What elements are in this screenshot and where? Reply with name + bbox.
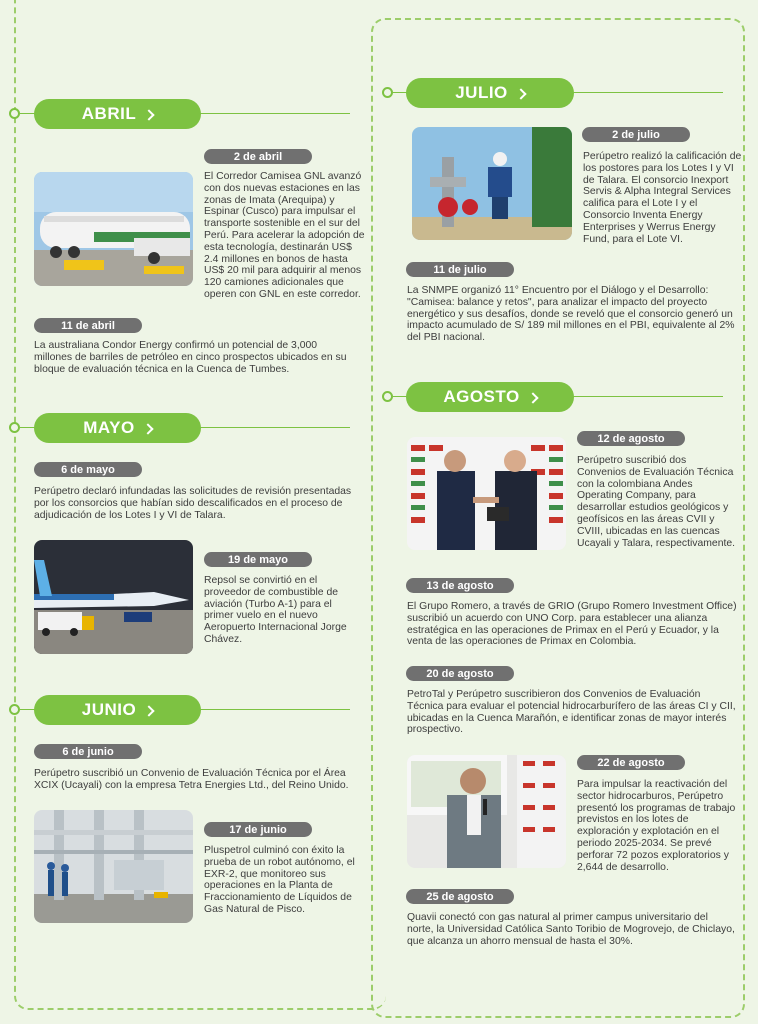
date-pill: 2 de julio — [582, 127, 690, 142]
wellhead-worker-photo — [412, 127, 572, 240]
chevron-right-icon — [515, 88, 526, 99]
chevron-right-icon — [142, 423, 153, 434]
month-header-agosto — [406, 382, 574, 412]
gnl-station-photo — [34, 172, 193, 286]
event-text: Perúpetro suscribió dos Convenios de Evaluación Técnica con la colombiana Andes Operating Company, para desarrollar estudios geológicos y geofísicos en las áreas CVII y CVIII, ubicadas en las cuencas Ucayali y Talara, respectivamente. — [577, 455, 736, 549]
chevron-right-icon — [144, 109, 155, 120]
date-pill: 13 de agosto — [406, 578, 514, 593]
timeline-dot — [382, 391, 393, 402]
month-header-julio — [406, 78, 574, 108]
date-pill: 12 de agosto — [577, 431, 685, 446]
event-text: Para impulsar la reactivación del sector hidrocarburos, Perúpetro presentó los programas de trabajo previstos en los lotes de exploración y explotación en el periodo 2025-2034. Se prevé perforar 72 pozos exploratorios y 2,644 de desarrollo. — [577, 779, 736, 873]
date-pill: 11 de abril — [34, 318, 142, 333]
aircraft-refuel-photo — [34, 540, 193, 654]
chevron-right-icon — [527, 392, 538, 403]
event-text: PetroTal y Perúpetro suscribieron dos Convenios de Evaluación Técnica para evaluar el potencial hidrocarburífero de las áreas CI y CII, ubicadas en la Cuenca Marañón, e identificar zonas de mayor interés prospectivo. — [407, 689, 736, 736]
date-pill: 17 de junio — [204, 822, 312, 837]
event-text: Quavii conectó con gas natural al primer campus universitario del norte, la Universidad Católica Santo Toribio de Mogrovejo, de Chiclayo, que alcanza un ahorro mensual de hasta el 30%. — [407, 912, 735, 947]
chevron-right-icon — [144, 705, 155, 716]
timeline-dot — [9, 422, 20, 433]
date-pill: 19 de mayo — [204, 552, 312, 567]
date-pill: 20 de agosto — [406, 666, 514, 681]
event-text: Pluspetrol culminó con éxito la prueba de un robot autónomo, el EXR-2, que monitoreo sus operaciones en la Planta de Fraccionamiento de Líquidos de Gas Natural de Pisco. — [204, 845, 355, 915]
event-text: El Grupo Romero, a través de GRIO (Grupo Romero Investment Office) suscribió un acuerdo con UNO Corp. para establecer una alianza estratégica en las operaciones de Primax en el Perú y Ecuador, y la venta de las operaciones de Primax en Colombia. — [407, 601, 737, 648]
date-pill: 6 de mayo — [34, 462, 142, 477]
date-pill: 11 de julio — [406, 262, 514, 277]
month-header-mayo — [34, 413, 201, 443]
event-text: La SNMPE organizó 11° Encuentro por el Diálogo y el Desarrollo: "Camisea: balance y retos", para analizar el impacto del proyecto energético y sus desafíos, donde se reveló que el consorcio generó un impacto acumulado de S/ 189 mil millones en el PBI, equivalente al 2% del PBI nacional. — [407, 285, 735, 344]
month-label: ABRIL — [81, 104, 137, 123]
date-pill: 25 de agosto — [406, 889, 514, 904]
date-pill: 6 de junio — [34, 744, 142, 759]
gas-plant-photo — [34, 810, 193, 923]
event-text: Perúpetro suscribió un Convenio de Evaluación Técnica por el Área XCIX (Ucayali) con la empresa Tetra Energies Ltd., del Reino Unido. — [34, 768, 349, 791]
presenter-photo — [407, 755, 566, 868]
month-label: AGOSTO — [443, 387, 520, 406]
month-label: JUNIO — [81, 700, 137, 719]
handshake-photo — [407, 437, 566, 550]
event-text: Perúpetro declaró infundadas las solicitudes de revisión presentadas por los consorcios que habían sido descalificados en el proceso de adjudicación de los Lotes I y VI de Talara. — [34, 486, 352, 521]
event-text: El Corredor Camisea GNL avanzó con dos nuevas estaciones en las zonas de Imata (Arequipa) y Espinar (Cusco) para impulsar el transporte sostenible en el sur del Perú. Para acelerar la adopción de esta tecnología, destinarán US$ 2.4 millones en bonos de hasta US$ 20 mil para adquirir al menos 120 camiones adicionales que operen con GNL en este corredor. — [204, 171, 365, 300]
date-pill: 22 de agosto — [577, 755, 685, 770]
month-header-abril — [34, 99, 201, 129]
timeline-dot — [9, 704, 20, 715]
event-text: Perúpetro realizó la calificación de los postores para los Lotes I y VI de Talara. El consorcio Inexport Servis & Alpha Integral Services califica para el Lote I y el Consorcio Inventa Energy Enterprises y Werrus Energy Fund, para el Lote VI. — [583, 151, 742, 245]
month-label: MAYO — [83, 418, 135, 437]
timeline-dot — [382, 87, 393, 98]
timeline-dot — [9, 108, 20, 119]
month-label: JULIO — [455, 83, 508, 102]
event-text: La australiana Condor Energy confirmó un potencial de 3,000 millones de barriles de petróleo en cinco prospectos ubicados en su bloque de evaluación técnica en la Cuenca de Tumbes. — [34, 340, 347, 375]
date-pill: 2 de abril — [204, 149, 312, 164]
event-text: Repsol se convirtió en el proveedor de combustible de aviación (Turbo A-1) para el primer vuelo en el nuevo Aeropuerto Internacional Jorge Chávez. — [204, 575, 347, 645]
month-header-junio — [34, 695, 201, 725]
